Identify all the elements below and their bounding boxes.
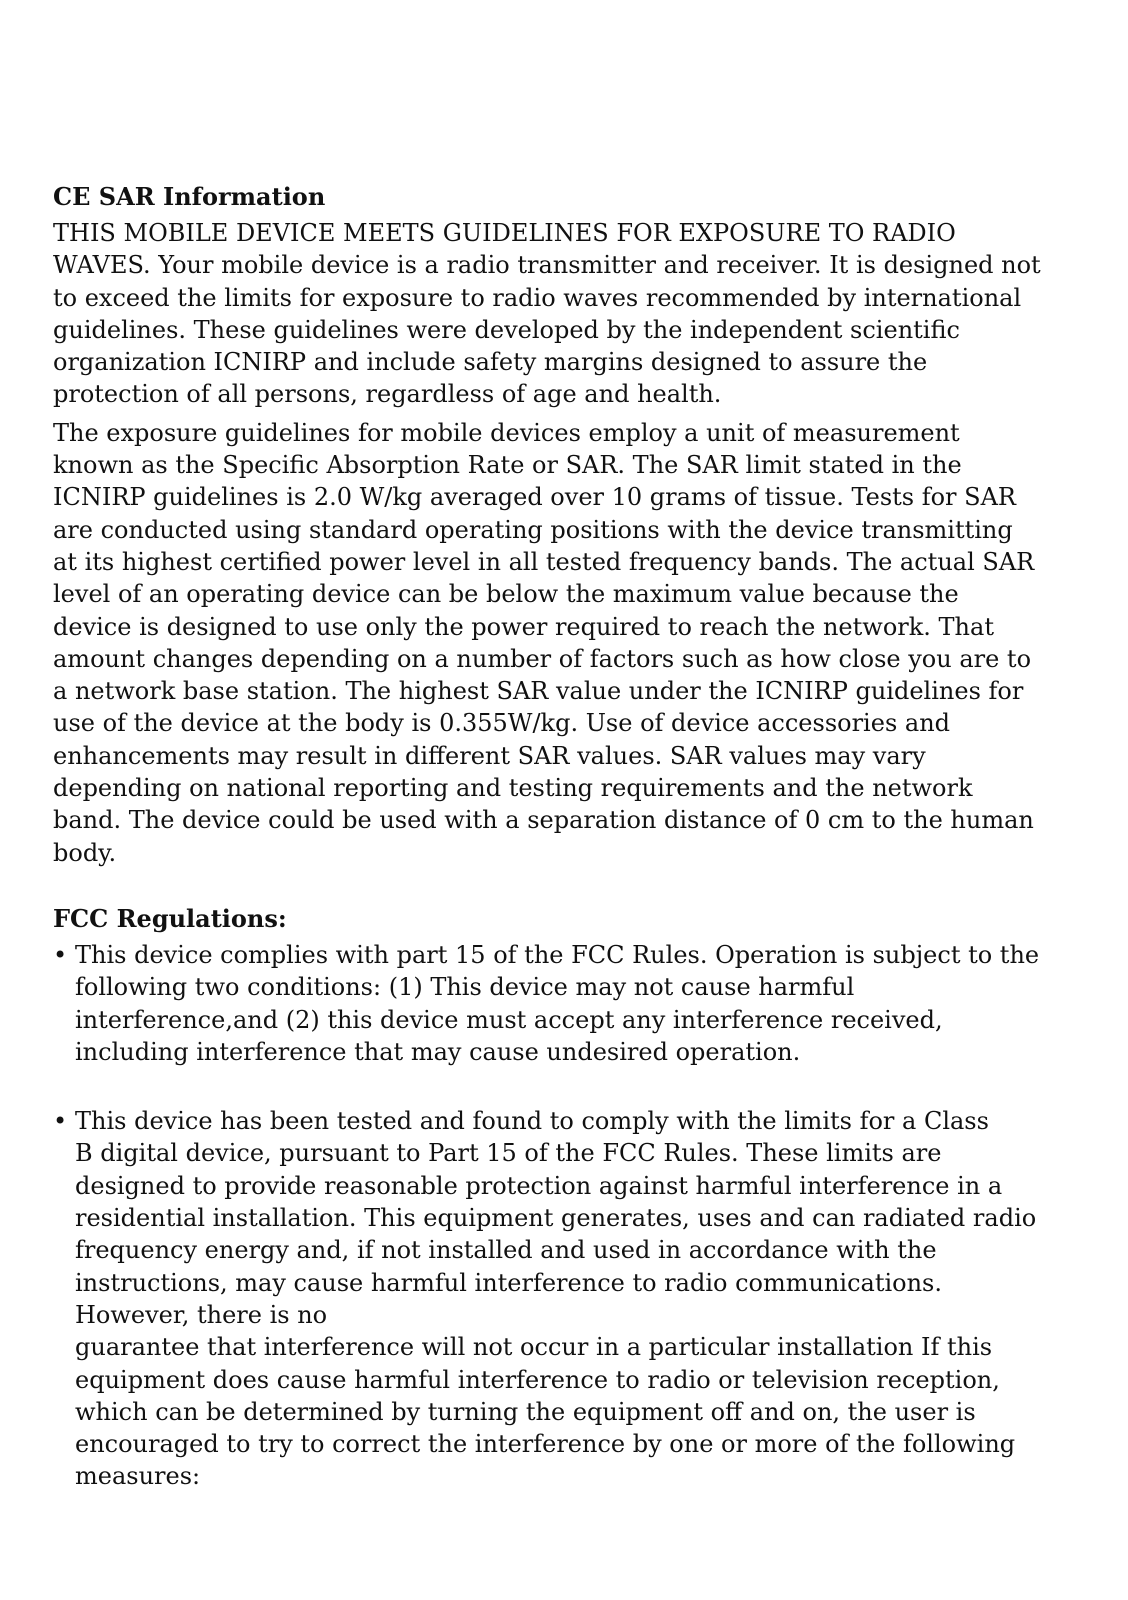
text-line: which can be determined by turning the equipment off and on, the user is (75, 1397, 976, 1426)
text-line: residential installation. This equipment generates, uses and can radiated radio (75, 1204, 1037, 1233)
text-line: However, there is no (75, 1300, 328, 1329)
bullet-spacer (53, 1068, 1053, 1105)
text-line: known as the Specific Absorption Rate or SAR. The SAR limit stated in the (53, 451, 962, 480)
text-line: use of the device at the body is 0.355W/kg. Use of device accessories and (53, 709, 951, 738)
text-line: band. The device could be used with a separation distance of 0 cm to the human (53, 806, 1034, 835)
text-line: guarantee that interference will not occur in a particular installation If this (75, 1333, 993, 1362)
fcc-bullet-2 (53, 1105, 1053, 1493)
text-line: level of an operating device can be below the maximum value because the (53, 580, 959, 609)
text-line: a network base station. The highest SAR value under the ICNIRP guidelines for (53, 677, 1024, 706)
text-line: frequency energy and, if not installed and used in accordance with the (75, 1236, 937, 1265)
bullet-dot-icon: • (53, 1107, 68, 1136)
bullet-dot-icon: • (53, 940, 68, 969)
text-line: amount changes depending on a number of factors such as how close you are to (53, 644, 1032, 673)
text-line: guidelines. These guidelines were developed by the independent scientific (53, 315, 960, 344)
text-line: THIS MOBILE DEVICE MEETS GUIDELINES FOR EXPOSURE TO RADIO (53, 219, 956, 247)
text-line: measures: (75, 1462, 201, 1491)
text-line: This device complies with part 15 of the FCC Rules. Operation is subject to the (75, 940, 1040, 969)
ce-sar-heading: CE SAR Information (53, 182, 326, 211)
text-line: The exposure guidelines for mobile devices employ a unit of measurement (53, 418, 960, 447)
text-line: at its highest certified power level in all tested frequency bands. The actual SAR (53, 547, 1035, 576)
text-line: instructions, may cause harmful interference to radio communications. (75, 1268, 942, 1297)
text-line: organization ICNIRP and include safety margins designed to assure the (53, 348, 928, 377)
text-line: WAVES. Your mobile device is a radio transmitter and receiver. It is designed not (53, 251, 1041, 280)
text-line: device is designed to use only the power required to reach the network. That (53, 612, 994, 641)
text-line: ICNIRP guidelines is 2.0 W/kg averaged over 10 grams of tissue. Tests for SAR (53, 483, 1016, 512)
text-line: encouraged to try to correct the interference by one or more of the following (75, 1430, 1016, 1459)
section-spacer (53, 875, 1053, 903)
text-line: are conducted using standard operating positions with the device transmitting (53, 515, 1013, 544)
text-line: depending on national reporting and testing requirements and the network (53, 774, 973, 803)
text-line: designed to provide reasonable protection against harmful interference in a (75, 1171, 1003, 1200)
fcc-regulations-heading: FCC Regulations: (53, 903, 287, 933)
fcc-bullet-1 (53, 939, 1053, 1068)
ce-sar-paragraph-2 (53, 417, 1053, 869)
text-line: This device has been tested and found to comply with the limits for a Class (75, 1107, 989, 1136)
text-line: B digital device, pursuant to Part 15 of the FCC Rules. These limits are (75, 1139, 942, 1168)
document-page (53, 181, 1053, 1493)
text-line: including interference that may cause undesired operation. (75, 1037, 801, 1066)
ce-sar-paragraph-1 (53, 217, 1053, 411)
text-line: to exceed the limits for exposure to radio waves recommended by international (53, 283, 1022, 312)
text-line: protection of all persons, regardless of age and health. (53, 380, 722, 409)
text-line: equipment does cause harmful interference to radio or television reception, (75, 1365, 1000, 1394)
text-line: body. (53, 838, 117, 867)
text-line: interference,and (2) this device must accept any interference received, (75, 1005, 943, 1034)
text-line: enhancements may result in different SAR values. SAR values may vary (53, 741, 926, 770)
text-line: following two conditions: (1) This device may not cause harmful (75, 973, 855, 1002)
